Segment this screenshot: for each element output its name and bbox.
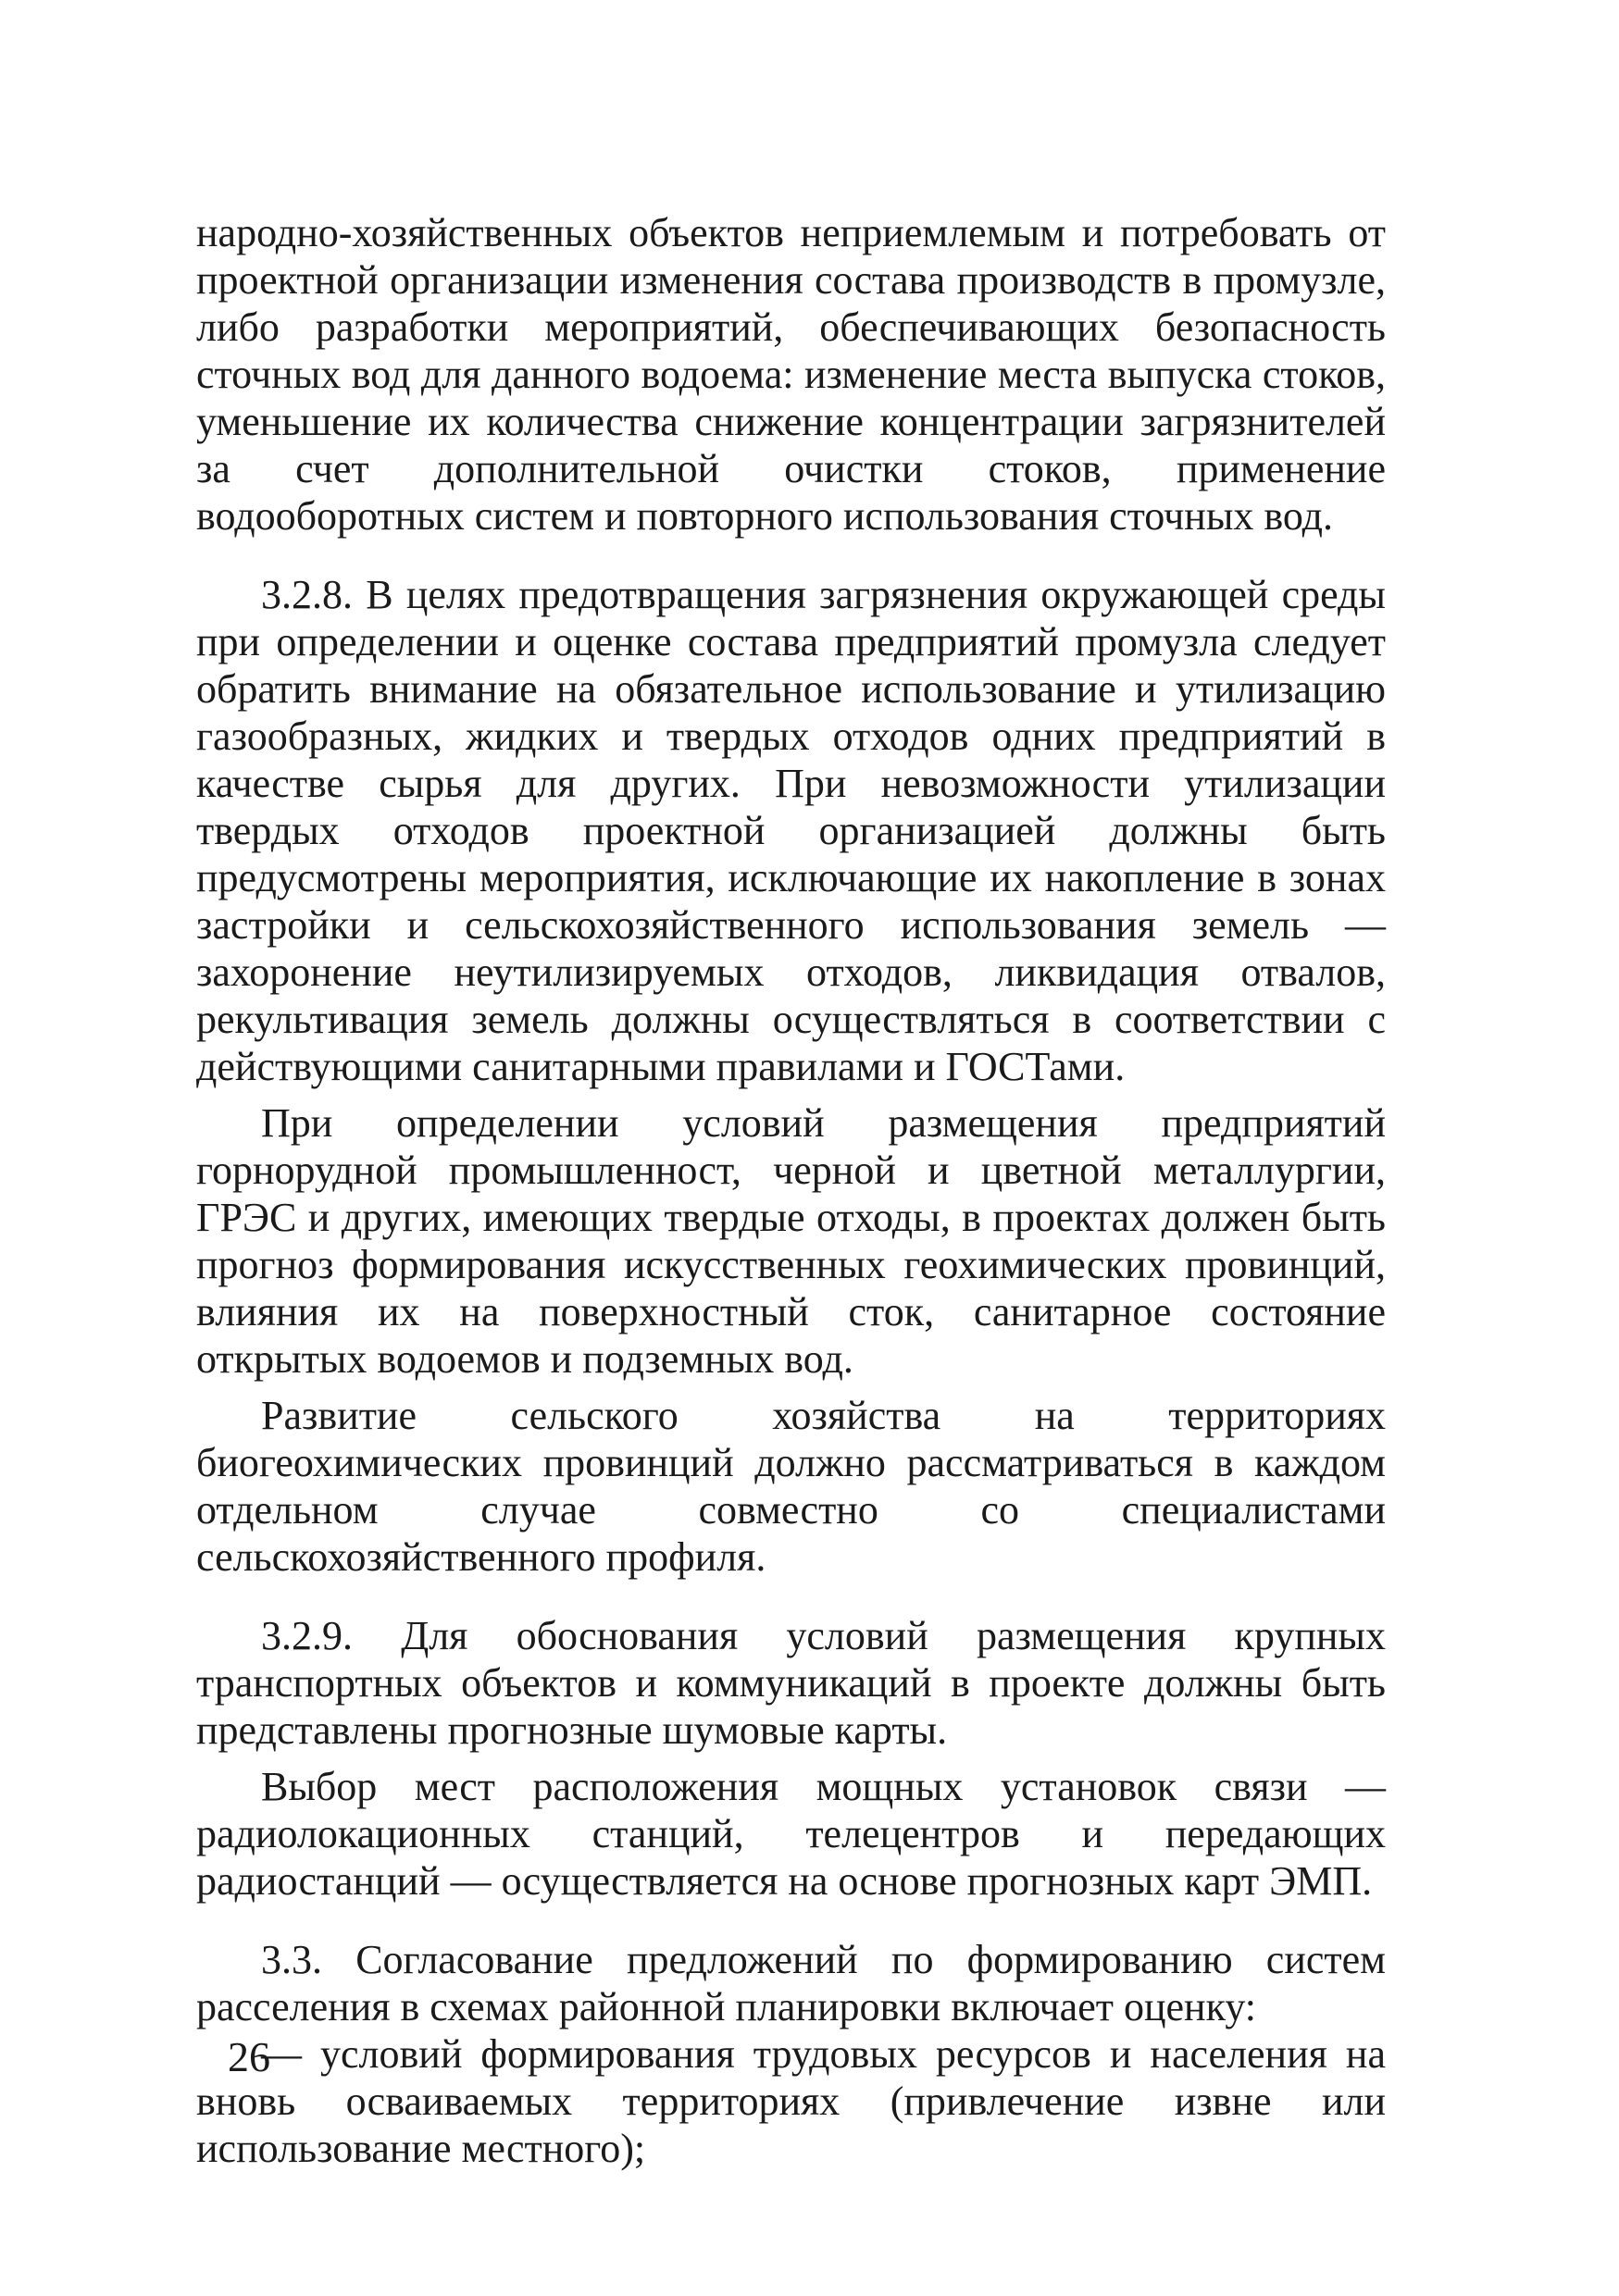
paragraph-3-2-9: 3.2.9. Для обоснования условий размещения крупных транспортных объектов и коммуникаций в проекте должны быть представлены прогнозные шумовые карты. [196, 1613, 1386, 1753]
paragraph-agriculture: Развитие сельского хозяйства на территориях биогеохимических провинций должно рассматриваться в каждом отдельном случае совместно со специалистами сельскохозяйственного профиля. [196, 1393, 1386, 1580]
paragraph-3-2-8: 3.2.8. В целях предотвращения загрязнения окружающей среды при определении и оценке состава предприятий промузла следует обратить внимание на обязательное использование и утилизацию газообразных, жидких и твердых отходов одних предприятий в качестве сырья для других. При невозможности утилизации твердых отходов проектной организацией должны быть предусмотрены мероприятия, исключающие их накопление в зонах застройки и сельскохозяйственного использования земель — захоронение неутилизируемых отходов, ликвидация отвалов, рекультивация земель должны осуществляться в соответствии с действующими санитарными правилами и ГОСТами. [196, 572, 1386, 1089]
paragraph-continuation: народно-хозяйственных объектов неприемлемым и потребовать от проектной организации изменения состава производств в промузле, либо разработки мероприятий, обеспечивающих безопасность сточных вод для данного водоема: изменение места выпуска стоков, уменьшение их количества снижение концентрации загрязнителей за счет дополнительной очистки стоков, применение водооборотных систем и повторного использования сточных вод. [196, 210, 1386, 539]
document-page [196, 209, 1386, 2172]
paragraph-3-3: 3.3. Согласование предложений по формированию систем расселения в схемах районной планировки включает оценку: [196, 1937, 1386, 2029]
list-item-labor-resources: — условий формирования трудовых ресурсов и населения на вновь осваиваемых территориях (привлечение извне или использование местного); [196, 2031, 1386, 2171]
paragraph-communication-installations: Выбор мест расположения мощных установок связи — радиолокационных станций, телецентров и передающих радиостанций — осуществляется на основе прогнозных карт ЭМП. [196, 1764, 1386, 1904]
paragraph-mining-industry: При определении условий размещения предприятий горнорудной промышленност, черной и цветной металлургии, ГРЭС и других, имеющих твердые отходы, в проектах должен быть прогноз формирования искусственных геохимических провинций, влияния их на поверхностный сток, санитарное состояние открытых водоемов и подземных вод. [196, 1100, 1386, 1382]
page-number: 26 [228, 2033, 270, 2080]
